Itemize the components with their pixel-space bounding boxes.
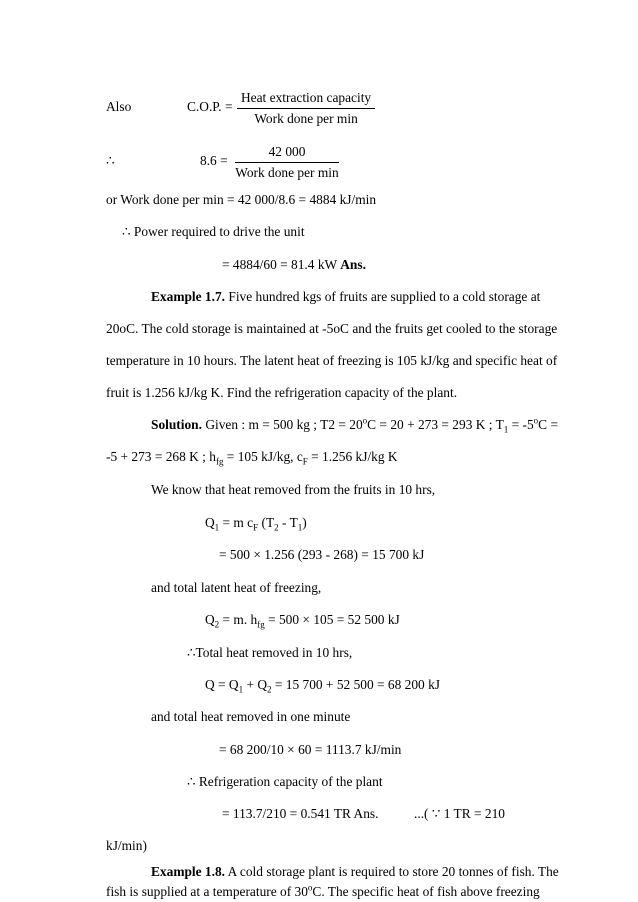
eq-numerator: 42 000 (235, 144, 339, 163)
q2-equation: $Q_2 = m$. $h_{fg} = 500 \times 105 = 52$ 500 kJ (205, 612, 400, 630)
power-value: = 4884/60 = 81.4 kW Ans. (222, 257, 366, 272)
tr-note: ...( ∵ 1 TR = 210 (414, 806, 505, 821)
refrigeration-intro: ∴ Refrigeration capacity of the plant (187, 774, 383, 789)
work-line: or Work done per min = 42 000/8.6 = 4884 kJ/min (106, 192, 377, 207)
one-minute-line: and total heat removed in one minute (151, 709, 351, 724)
total-heat-line: ∴Total heat removed in 10 hrs, (187, 645, 353, 660)
solution-line2: -5 + 273 = 268 K ; $h_{fg} = 105$ kJ/kg, $c_F = 1.256$ kJ/kg K (106, 449, 398, 467)
example-1-7-line1: Example 1.7. Five hundred kgs of fruits are supplied to a cold storage at (151, 289, 541, 304)
example-1-7-line3: temperature in 10 hours. The latent heat of freezing is 105 kJ/kg and specific heat of (106, 353, 558, 368)
latent-heat-line: and total latent heat of freezing, (151, 580, 322, 595)
refrigeration-value: = 113.7/210 = 0.541 TR Ans. (222, 806, 379, 821)
solution-line1: Solution. Given : m = 500 kg ; $T2 = 20^oC = 20 + 273 = 293$ K ; $T_1 = -5^oC$ = (151, 415, 559, 435)
power-intro: ∴ Power required to drive the unit (122, 224, 305, 239)
eq-lhs: 8.6 = (200, 153, 228, 168)
example-1-8-line2: fish is supplied at a temperature of 30$^o$C. The specific heat of fish above freezing (106, 882, 540, 899)
one-minute-value: = 68 200/10 × 60 = 1113.7 kJ/min (219, 742, 402, 757)
eq-fraction (235, 144, 339, 181)
example-1-7-line4: fruit is 1.256 kJ/kg K. Find the refrigeration capacity of the plant. (106, 385, 458, 400)
q1-equation: $Q_1 = m$ $c_F$ $(T_2 - T_1)$ (205, 515, 307, 533)
text-also: Also (106, 99, 132, 114)
cop-denominator: Work done per min (254, 111, 358, 126)
q1-value: = 500 × 1.256 (293 - 268) = 15 700 kJ (219, 547, 425, 562)
ans-label: Ans. (340, 257, 366, 272)
cop-lhs: C.O.P. = (187, 99, 233, 114)
eq-denominator: Work done per min (235, 165, 339, 180)
q-total-equation: $Q = Q_1 + Q_2 = 15$ 700 + 52 500 = 68 200 kJ (205, 677, 440, 695)
solution-label: Solution. (151, 417, 202, 432)
example-1-7-line2: 20oC. The cold storage is maintained at -5oC and the fruits get cooled to the storage (106, 321, 558, 336)
cop-fraction (237, 90, 375, 127)
example-1-8-label: Example 1.8. (151, 864, 226, 879)
tr-note-continued: kJ/min) (106, 838, 147, 853)
cop-numerator: Heat extraction capacity (237, 90, 375, 109)
example-1-7-label: Example 1.7. (151, 289, 226, 304)
we-know-line: We know that heat removed from the fruits in 10 hrs, (151, 482, 436, 497)
example-1-8-line1: Example 1.8. A cold storage plant is required to store 20 tonnes of fish. The (151, 864, 559, 879)
therefore-symbol: ∴ (106, 153, 115, 168)
